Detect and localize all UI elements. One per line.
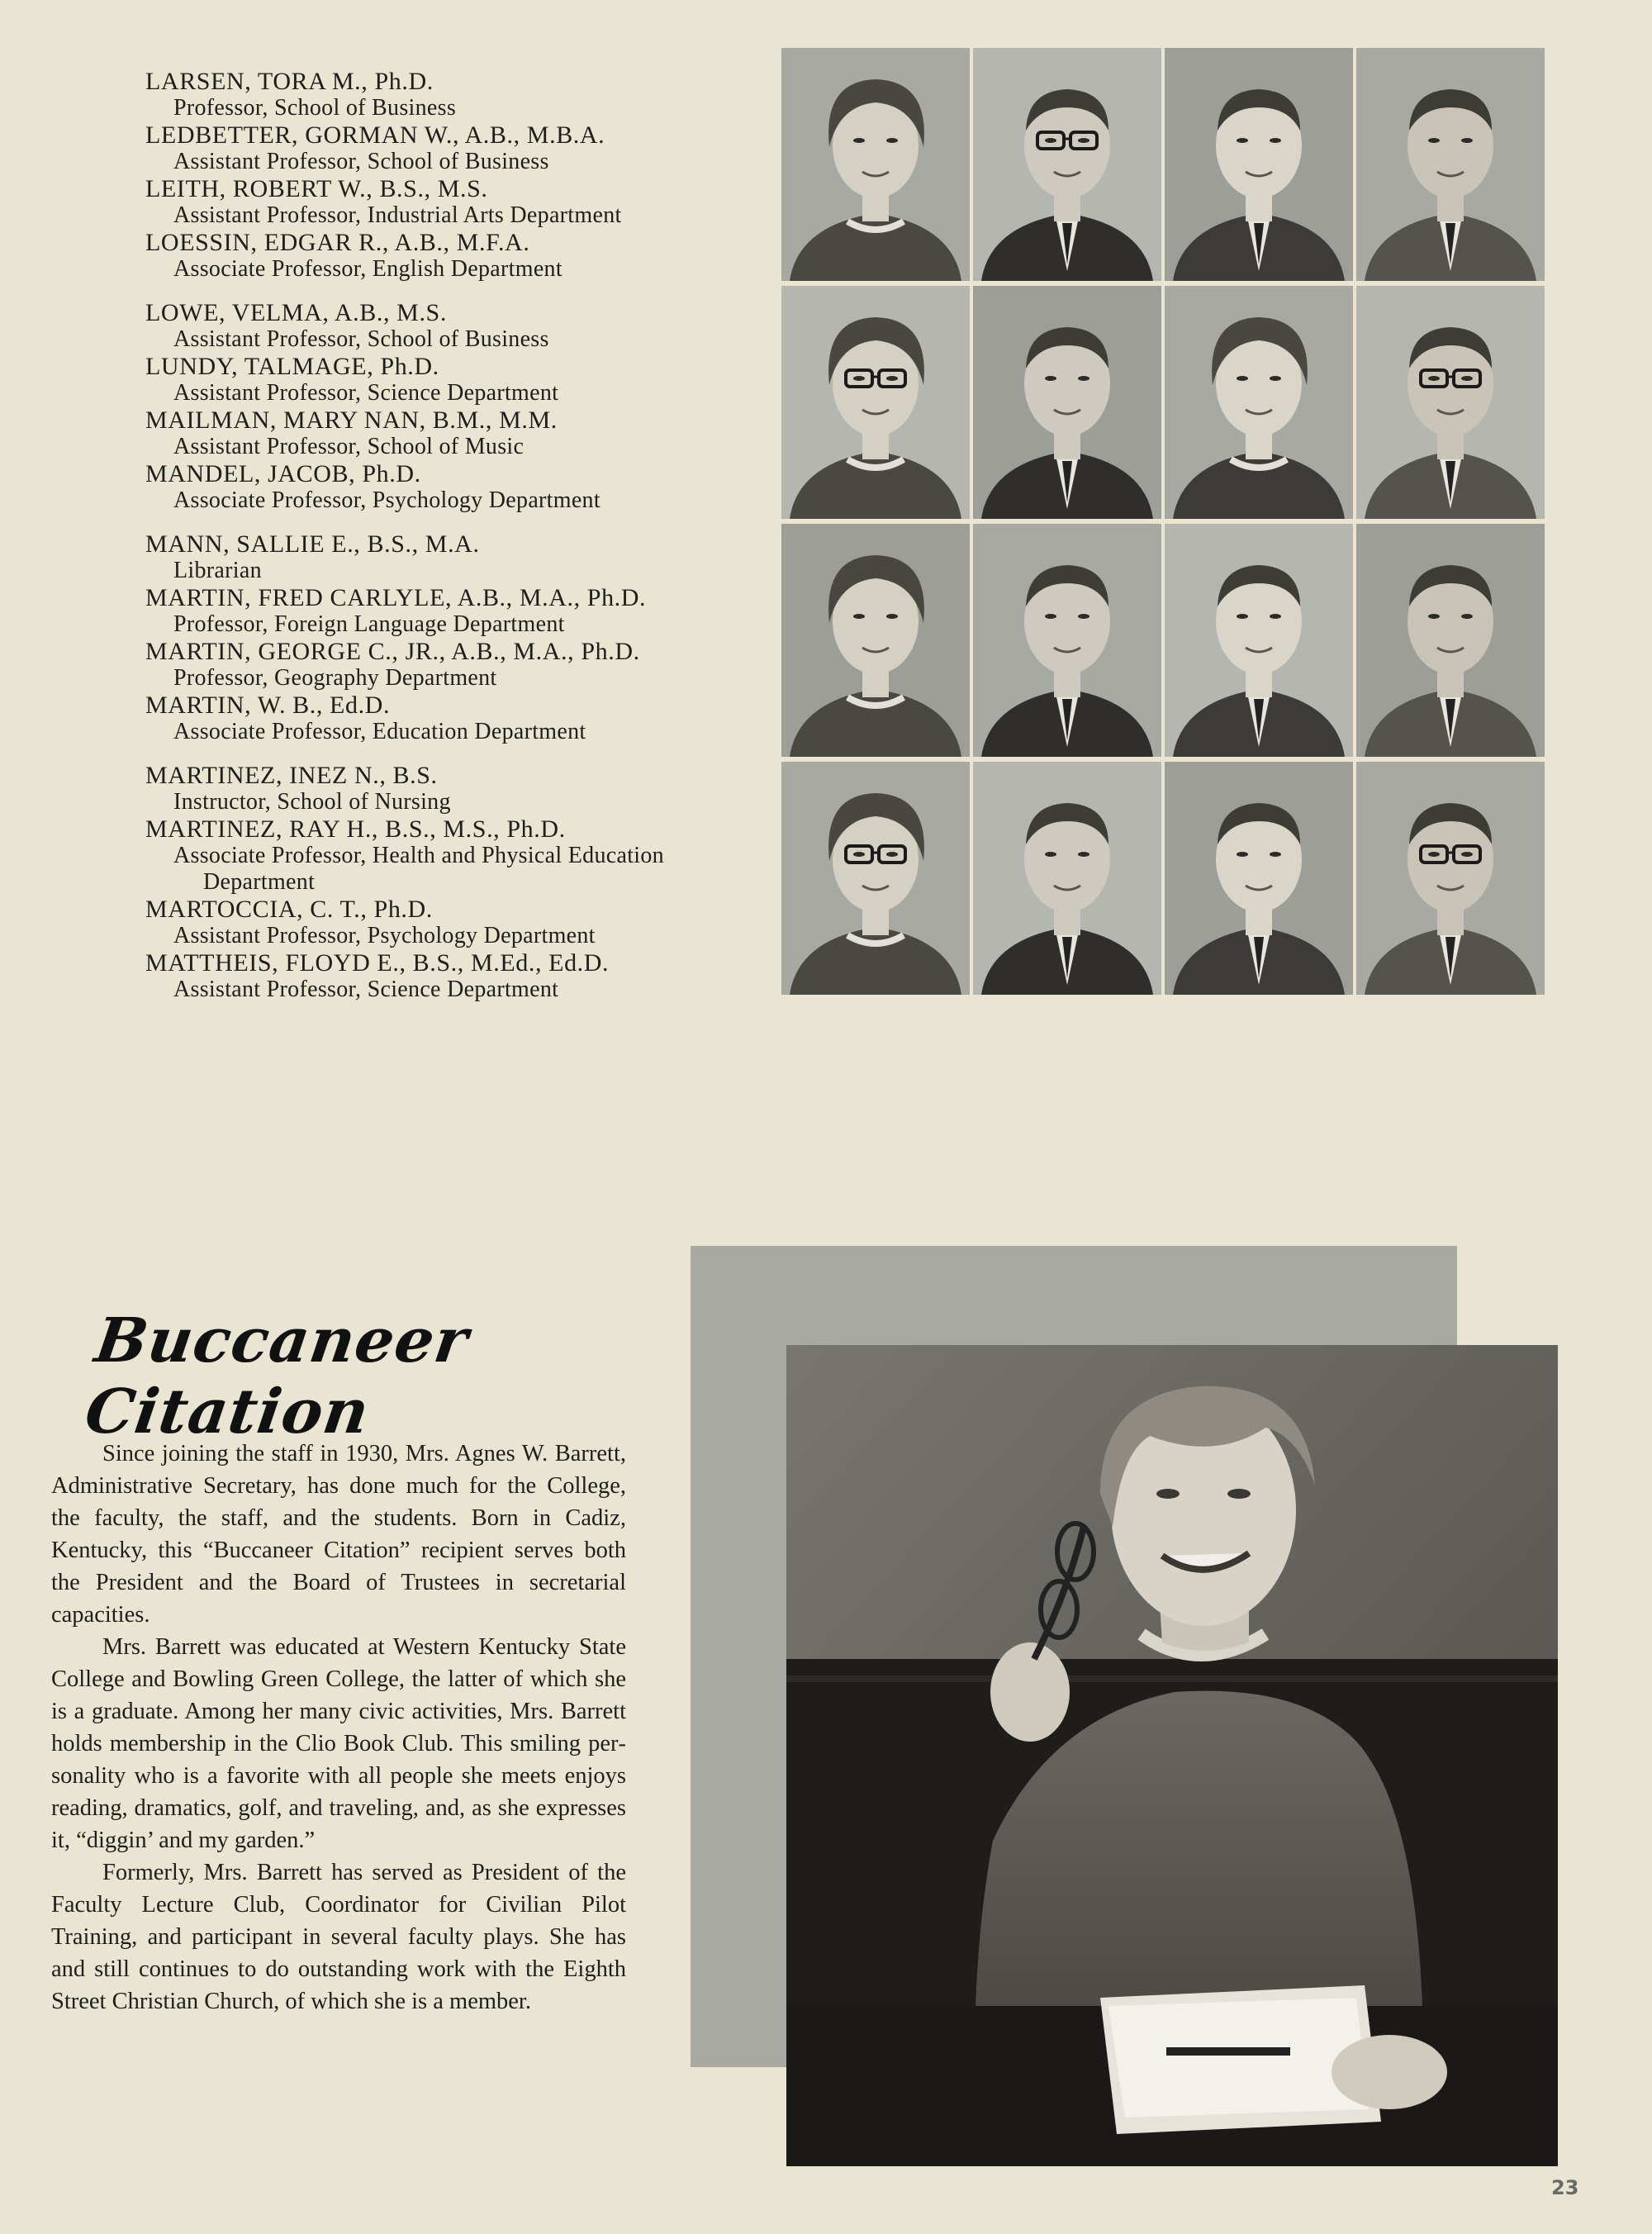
faculty-directory bbox=[145, 68, 773, 1020]
faculty-name: MAILMAN, MARY NAN, B.M., M.M. bbox=[145, 406, 558, 434]
faculty-entry bbox=[145, 460, 773, 514]
citation-paragraph: Since joining the staff in 1930, Mrs. Agnes W. Barrett, Administrative Secretary, has done much for the College, the faculty, the staff, and the students. Born in Cadiz, Kentucky, this “Buccaneer Citation” recipient serves both the President and the Board of Trustees in secretarial capacities. bbox=[51, 1441, 626, 1628]
faculty-name: MARTOCCIA, C. T., Ph.D. bbox=[145, 896, 433, 923]
citation-heading: Buccaneer Citation bbox=[80, 1305, 473, 1447]
faculty-title: Assistant Professor, School of Music bbox=[173, 434, 525, 459]
faculty-title-continuation: Department bbox=[203, 869, 316, 895]
faculty-name: LEITH, ROBERT W., B.S., M.S. bbox=[145, 175, 488, 202]
faculty-entry bbox=[145, 530, 773, 584]
faculty-name: MARTIN, GEORGE C., JR., A.B., M.A., Ph.D. bbox=[145, 638, 640, 665]
faculty-entry bbox=[145, 353, 773, 406]
faculty-portrait bbox=[1165, 286, 1353, 519]
faculty-title: Associate Professor, Education Department bbox=[173, 719, 586, 744]
faculty-portrait bbox=[973, 286, 1161, 519]
faculty-group-2 bbox=[145, 299, 773, 514]
faculty-group-1 bbox=[145, 68, 773, 283]
faculty-portrait bbox=[1356, 286, 1545, 519]
faculty-name: LOESSIN, EDGAR R., A.B., M.F.A. bbox=[145, 229, 530, 256]
faculty-title-line: Associate Professor, Health and Physical Education bbox=[173, 843, 664, 868]
faculty-entry bbox=[145, 815, 773, 896]
faculty-title: Professor, School of Business bbox=[173, 95, 457, 121]
faculty-title: Professor, Foreign Language Department bbox=[173, 611, 565, 637]
faculty-title: Librarian bbox=[173, 558, 262, 583]
faculty-entry bbox=[145, 229, 773, 283]
faculty-name: LEDBETTER, GORMAN W., A.B., M.B.A. bbox=[145, 121, 605, 149]
faculty-name: MATTHEIS, FLOYD E., B.S., M.Ed., Ed.D. bbox=[145, 949, 610, 977]
faculty-portrait bbox=[1165, 48, 1353, 281]
citation-paragraph: Mrs. Barrett was educated at Western Kentucky State College and Bowling Green College, the latter of which she is a graduate. Among her many civic activities, Mrs. Barrett holds membership in the Clio Book Club. This smiling personality who is a favorite with all people she meets enjoys reading, dramatics, golf, and traveling, and, as she expresses it, “diggin’ and my garden.” bbox=[51, 1634, 626, 1853]
faculty-photo-grid bbox=[781, 48, 1545, 995]
faculty-entry bbox=[145, 692, 773, 745]
faculty-entry bbox=[145, 762, 773, 815]
faculty-title: Assistant Professor, Industrial Arts Department bbox=[173, 202, 622, 228]
faculty-title: Assistant Professor, School of Business bbox=[173, 326, 549, 352]
faculty-title: Associate Professor, Psychology Department bbox=[173, 487, 601, 513]
faculty-title: Assistant Professor, School of Business bbox=[173, 149, 549, 174]
feature-portrait-illustration bbox=[786, 1345, 1558, 2166]
faculty-portrait bbox=[973, 762, 1161, 995]
faculty-entry bbox=[145, 68, 773, 121]
citation-body bbox=[51, 1438, 626, 2018]
page-number: 23 bbox=[1551, 2176, 1579, 2199]
faculty-title: Assistant Professor, Psychology Department bbox=[173, 923, 596, 948]
feature-portrait-photo bbox=[786, 1345, 1558, 2166]
faculty-title: Assistant Professor, Science Department bbox=[173, 977, 559, 1002]
faculty-portrait bbox=[973, 48, 1161, 281]
faculty-entry bbox=[145, 299, 773, 353]
faculty-title: Associate Professor, English Department bbox=[173, 256, 563, 282]
faculty-portrait bbox=[781, 286, 970, 519]
faculty-portrait bbox=[1356, 524, 1545, 757]
faculty-name: MARTIN, W. B., Ed.D. bbox=[145, 692, 391, 719]
faculty-title: Professor, Geography Department bbox=[173, 665, 497, 691]
faculty-name: LUNDY, TALMAGE, Ph.D. bbox=[145, 353, 439, 380]
faculty-entry bbox=[145, 406, 773, 460]
faculty-name: MANN, SALLIE E., B.S., M.A. bbox=[145, 530, 480, 558]
faculty-group-4 bbox=[145, 762, 773, 1003]
faculty-name: MARTINEZ, INEZ N., B.S. bbox=[145, 762, 438, 789]
faculty-portrait bbox=[1165, 762, 1353, 995]
faculty-portrait bbox=[781, 524, 970, 757]
faculty-entry bbox=[145, 584, 773, 638]
faculty-entry bbox=[145, 638, 773, 692]
faculty-portrait bbox=[781, 762, 970, 995]
faculty-name: MARTIN, FRED CARLYLE, A.B., M.A., Ph.D. bbox=[145, 584, 647, 611]
faculty-group-3 bbox=[145, 530, 773, 745]
faculty-entry bbox=[145, 175, 773, 229]
faculty-portrait bbox=[1356, 48, 1545, 281]
faculty-portrait bbox=[973, 524, 1161, 757]
faculty-name: MARTINEZ, RAY H., B.S., M.S., Ph.D. bbox=[145, 815, 566, 843]
faculty-portrait bbox=[1165, 524, 1353, 757]
citation-paragraph: Formerly, Mrs. Barrett has served as President of the Faculty Lecture Club, Coordinator for Civilian Pilot Training, and participant in several faculty plays. She has and still continues to do outstanding work with the Eighth Street Christian Church, of which she is a member. bbox=[51, 1860, 626, 2014]
faculty-entry bbox=[145, 949, 773, 1003]
faculty-portrait bbox=[1356, 762, 1545, 995]
faculty-title: Assistant Professor, Science Department bbox=[173, 380, 559, 406]
faculty-title: Instructor, School of Nursing bbox=[173, 789, 451, 815]
faculty-entry bbox=[145, 896, 773, 949]
faculty-name: LOWE, VELMA, A.B., M.S. bbox=[145, 299, 447, 326]
faculty-name: MANDEL, JACOB, Ph.D. bbox=[145, 460, 421, 487]
faculty-entry bbox=[145, 121, 773, 175]
faculty-portrait bbox=[781, 48, 970, 281]
faculty-title bbox=[145, 843, 773, 896]
faculty-name: LARSEN, TORA M., Ph.D. bbox=[145, 68, 434, 95]
